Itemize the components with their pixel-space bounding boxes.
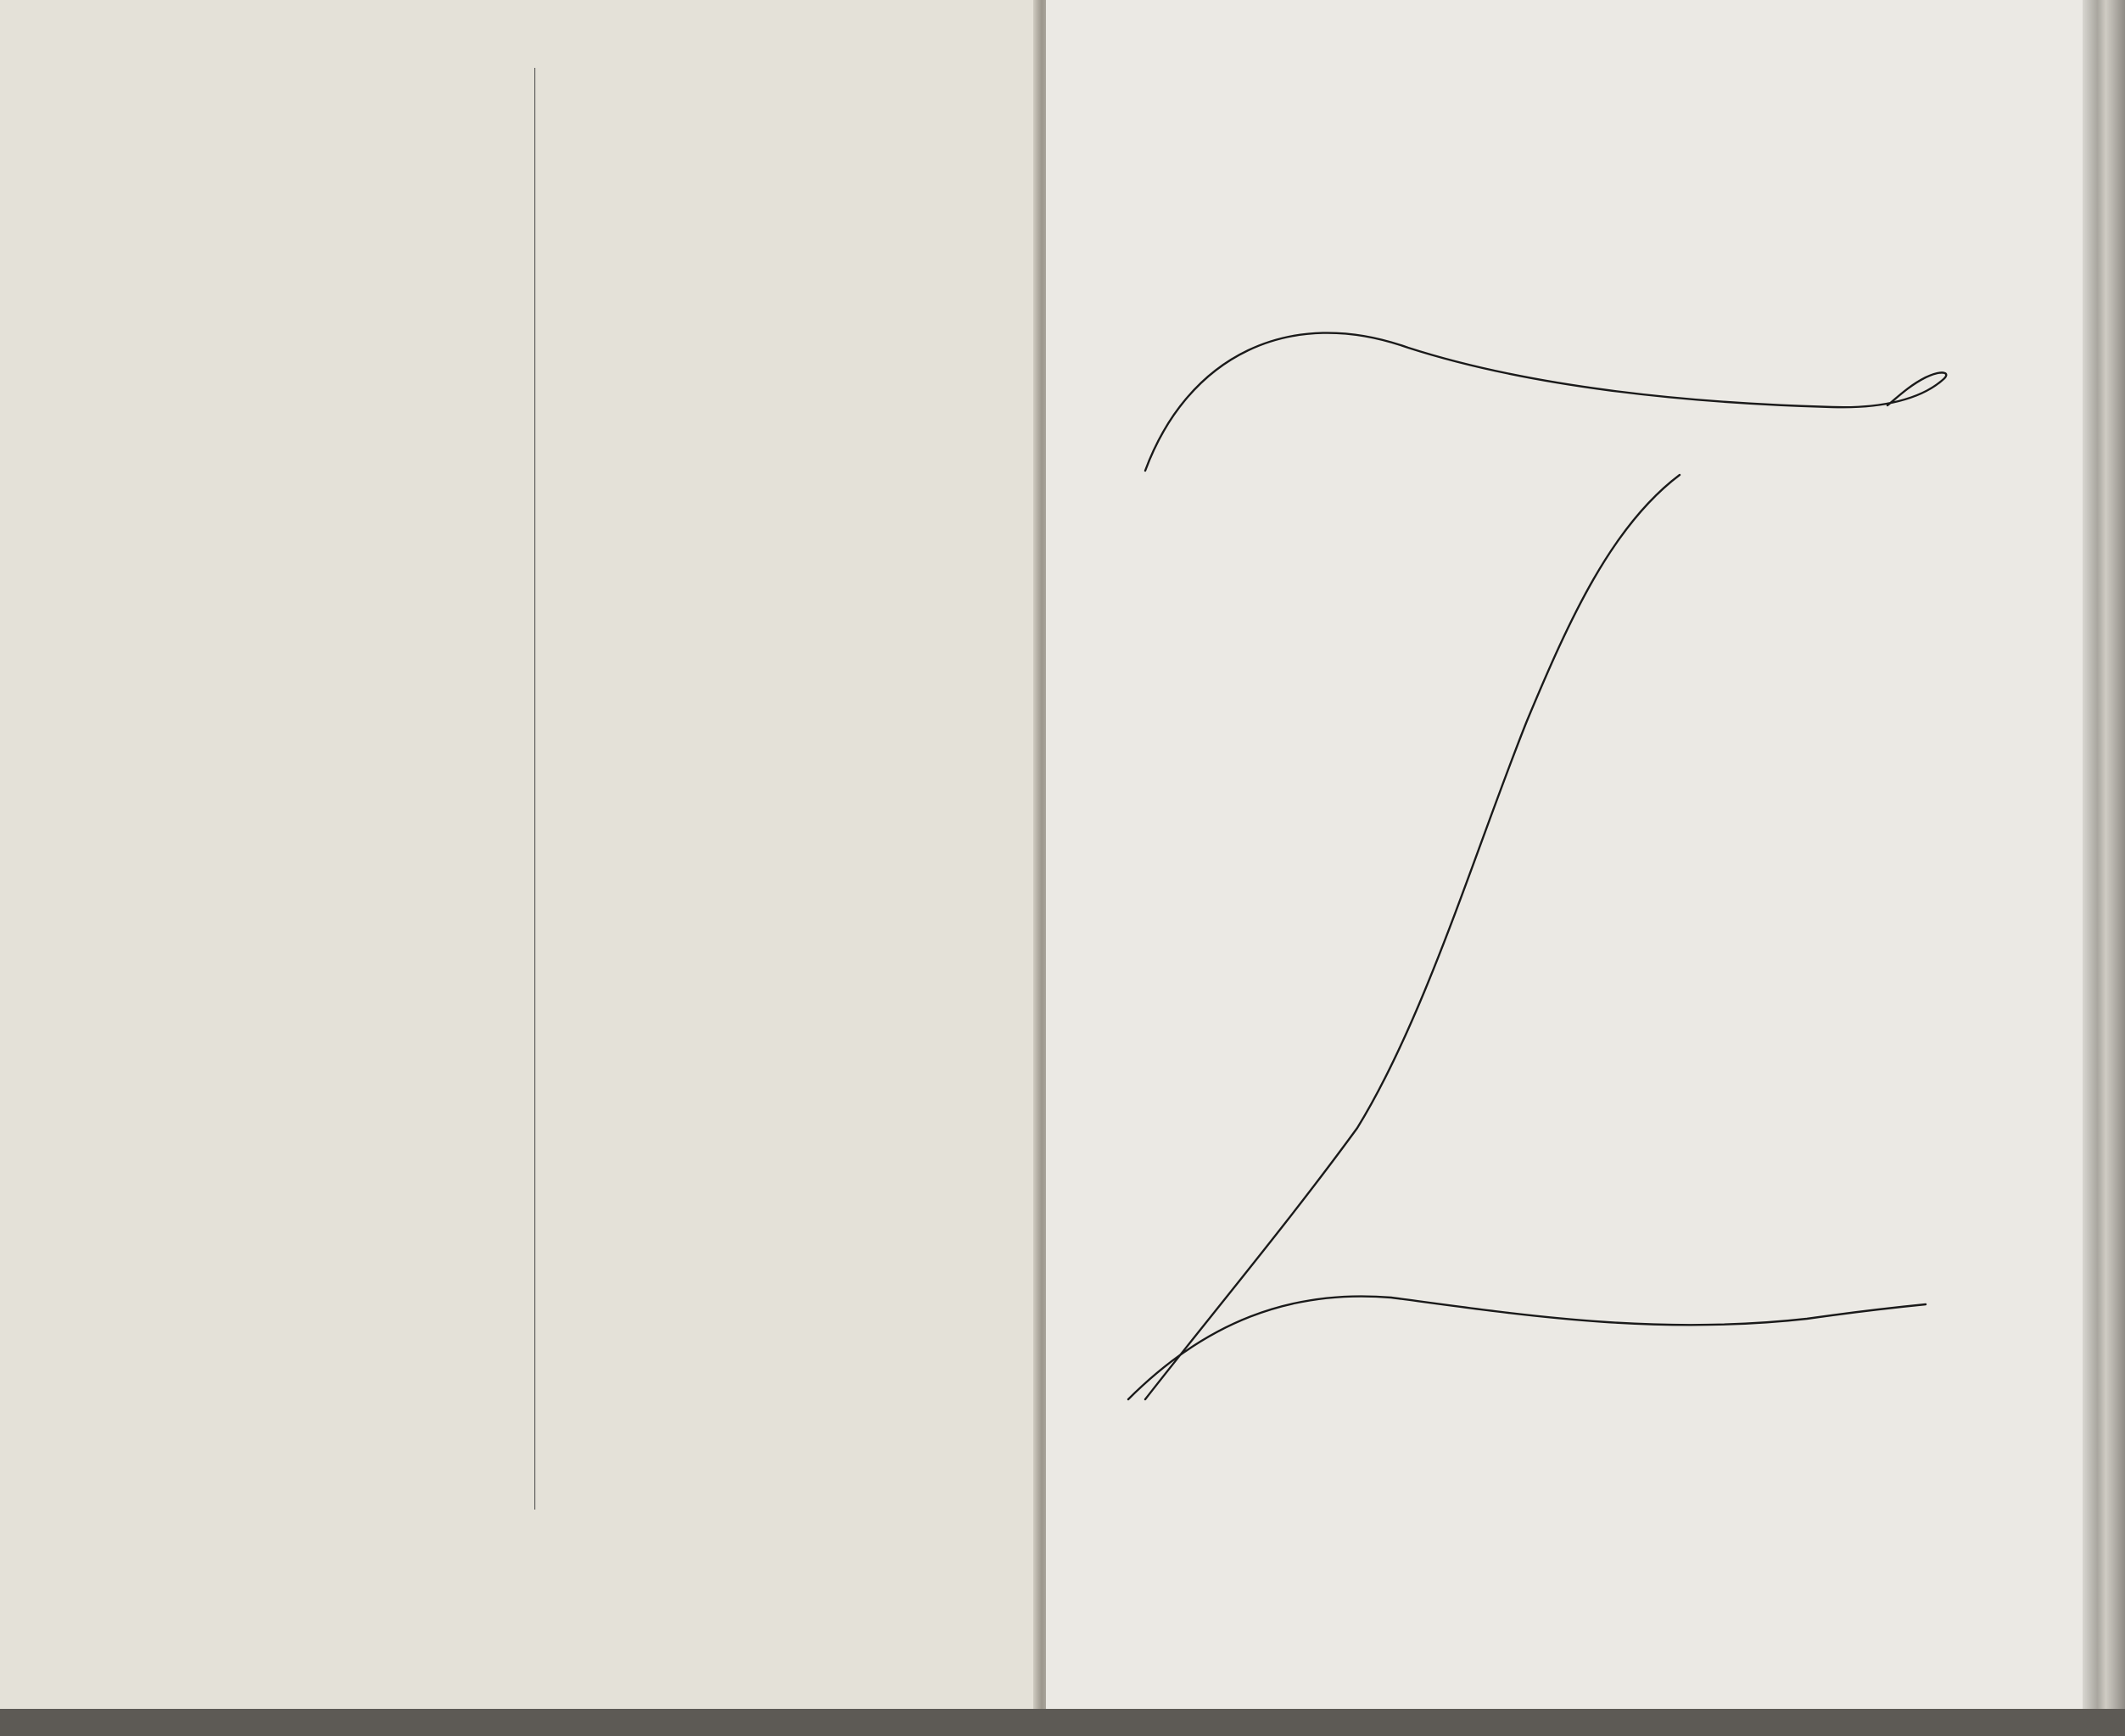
pen-stroke-bottom-curve <box>1128 1297 1926 1400</box>
pen-stroke-diagonal <box>1145 475 1680 1399</box>
pen-stroke-top-curve <box>1145 333 1946 471</box>
